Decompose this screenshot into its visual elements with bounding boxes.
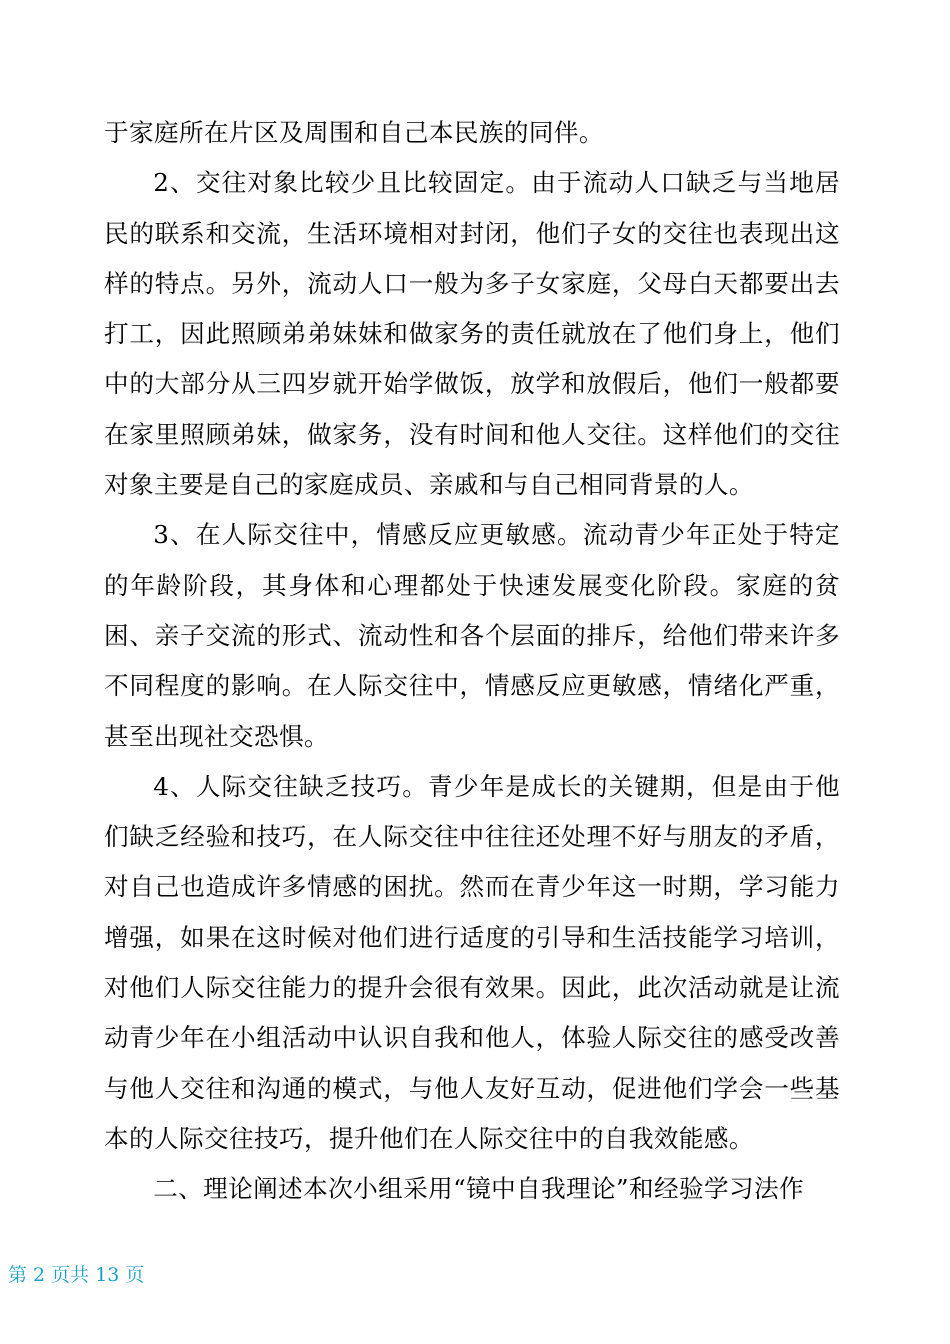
document-body xyxy=(104,108,840,1215)
section-heading-theory: 二、理论阐述本次小组采用“镜中自我理论”和经验学习法作 xyxy=(153,1174,804,1204)
paragraph-item-4: 4、人际交往缺乏技巧。青少年是成长的关键期，但是由于他们缺乏经验和技巧，在人际交往中往往还处理不好与朋友的矛盾，对自己也造成许多情感的困扰。然而在青少年这一时期，学习能力增强，如果在这时候对他们进行适度的引导和生活技能学习培训，对他们人际交往能力的提升会很有效果。因此，此次活动就是让流动青少年在小组活动中认识自我和他人，体验人际交往的感受改善与他人交往和沟通的模式，与他人友好互动，促进他们学会一些基本的人际交往技巧，提升他们在人际交往中的自我效能感。 xyxy=(104,771,840,1153)
paragraph-item-3: 3、在人际交往中，情感反应更敏感。流动青少年正处于特定的年龄阶段，其身体和心理都处于快速发展变化阶段。家庭的贫困、亲子交流的形式、流动性和各个层面的排斥，给他们带来许多不同程度的影响。在人际交往中，情感反应更敏感，情绪化严重，甚至出现社交恐惧。 xyxy=(104,520,840,751)
paragraph-item-2: 2、交往对象比较少且比较固定。由于流动人口缺乏与当地居民的联系和交流，生活环境相对封闭，他们子女的交往也表现出这样的特点。另外，流动人口一般为多子女家庭，父母白天都要出去打工，因此照顾弟弟妹妹和做家务的责任就放在了他们身上，他们中的大部分从三四岁就开始学做饭，放学和放假后，他们一般都要在家里照顾弟妹，做家务，没有时间和他人交往。这样他们的交往对象主要是自己的家庭成员、亲戚和与自己相同背景的人。 xyxy=(104,168,840,500)
paragraph-continuation: 于家庭所在片区及周围和自己本民族的同伴。 xyxy=(104,118,604,147)
page-indicator: 第 2 页共 13 页 xyxy=(8,1264,145,1286)
